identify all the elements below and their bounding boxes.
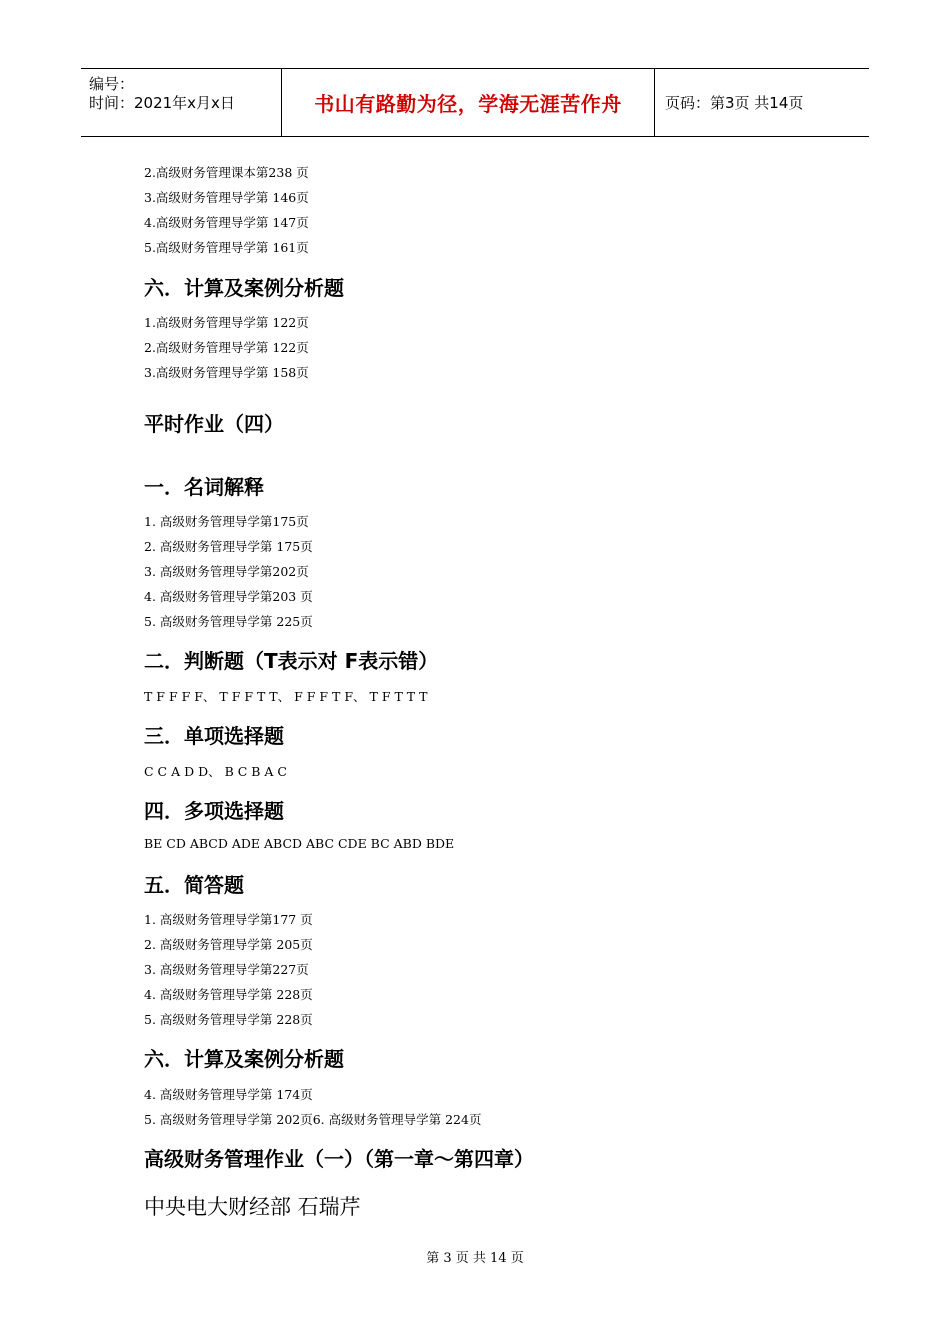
list-item: 3. 高级财务管理导学第227页 — [144, 962, 309, 977]
list-item: 1. 高级财务管理导学第177 页 — [144, 912, 313, 927]
section-heading-true-false: 二．判断题（T表示对 F表示错） — [144, 649, 439, 673]
page-header — [81, 68, 869, 137]
section-heading-terms: 一．名词解释 — [144, 475, 264, 499]
header-left-cell — [81, 69, 281, 136]
list-item: 3. 高级财务管理导学第202页 — [144, 564, 309, 579]
header-right-cell — [655, 69, 869, 136]
author-line: 中央电大财经部 石瑞芹 — [144, 1195, 361, 1219]
list-item: 4. 高级财务管理导学第 174页 — [144, 1087, 313, 1102]
section-heading-short-answer: 五．简答题 — [144, 873, 244, 897]
list-item: 5.高级财务管理导学第 161页 — [144, 240, 309, 255]
list-item: 5. 高级财务管理导学第 228页 — [144, 1012, 313, 1027]
list-item: 1. 高级财务管理导学第175页 — [144, 514, 309, 529]
list-item: 2. 高级财务管理导学第 175页 — [144, 539, 313, 554]
header-page-info: 页码：第3页 共14页 — [665, 94, 804, 112]
document-time-label: 时间：2021年x月x日 — [89, 94, 235, 112]
list-item: 2.高级财务管理课本第238 页 — [144, 165, 309, 180]
list-item: 5. 高级财务管理导学第 225页 — [144, 614, 313, 629]
list-item: 3.高级财务管理导学第 146页 — [144, 190, 309, 205]
section-heading-single-choice: 三．单项选择题 — [144, 724, 284, 748]
list-item: 4.高级财务管理导学第 147页 — [144, 215, 309, 230]
list-item: 3.高级财务管理导学第 158页 — [144, 365, 309, 380]
page-footer: 第 3 页 共 14 页 — [426, 1251, 524, 1266]
list-item: 2.高级财务管理导学第 122页 — [144, 340, 309, 355]
list-item: 1.高级财务管理导学第 122页 — [144, 315, 309, 330]
section-heading-calc-b: 六．计算及案例分析题 — [144, 1047, 344, 1071]
answer-line-true-false: T F F F F、 T F F T T、 F F F T F、 T F T T T — [144, 689, 428, 704]
header-motto: 书山有路勤为径，学海无涯苦作舟 — [314, 92, 622, 116]
section-heading-calc-a: 六．计算及案例分析题 — [144, 276, 344, 300]
list-item: 4. 高级财务管理导学第203 页 — [144, 589, 313, 604]
document-number-label: 编号： — [89, 75, 135, 93]
answer-line-single-choice: C C A D D、 B C B A C — [144, 764, 287, 779]
answer-line-multi-choice: BE CD ABCD ADE ABCD ABC CDE BC ABD BDE — [144, 836, 455, 851]
list-item: 2. 高级财务管理导学第 205页 — [144, 937, 313, 952]
header-middle-cell — [281, 69, 655, 136]
list-item: 4. 高级财务管理导学第 228页 — [144, 987, 313, 1002]
homework-heading: 平时作业（四） — [144, 412, 284, 436]
assignment-title: 高级财务管理作业（一）（第一章～第四章） — [144, 1147, 534, 1171]
section-heading-multi-choice: 四．多项选择题 — [144, 799, 284, 823]
list-item: 5. 高级财务管理导学第 202页6. 高级财务管理导学第 224页 — [144, 1112, 482, 1127]
